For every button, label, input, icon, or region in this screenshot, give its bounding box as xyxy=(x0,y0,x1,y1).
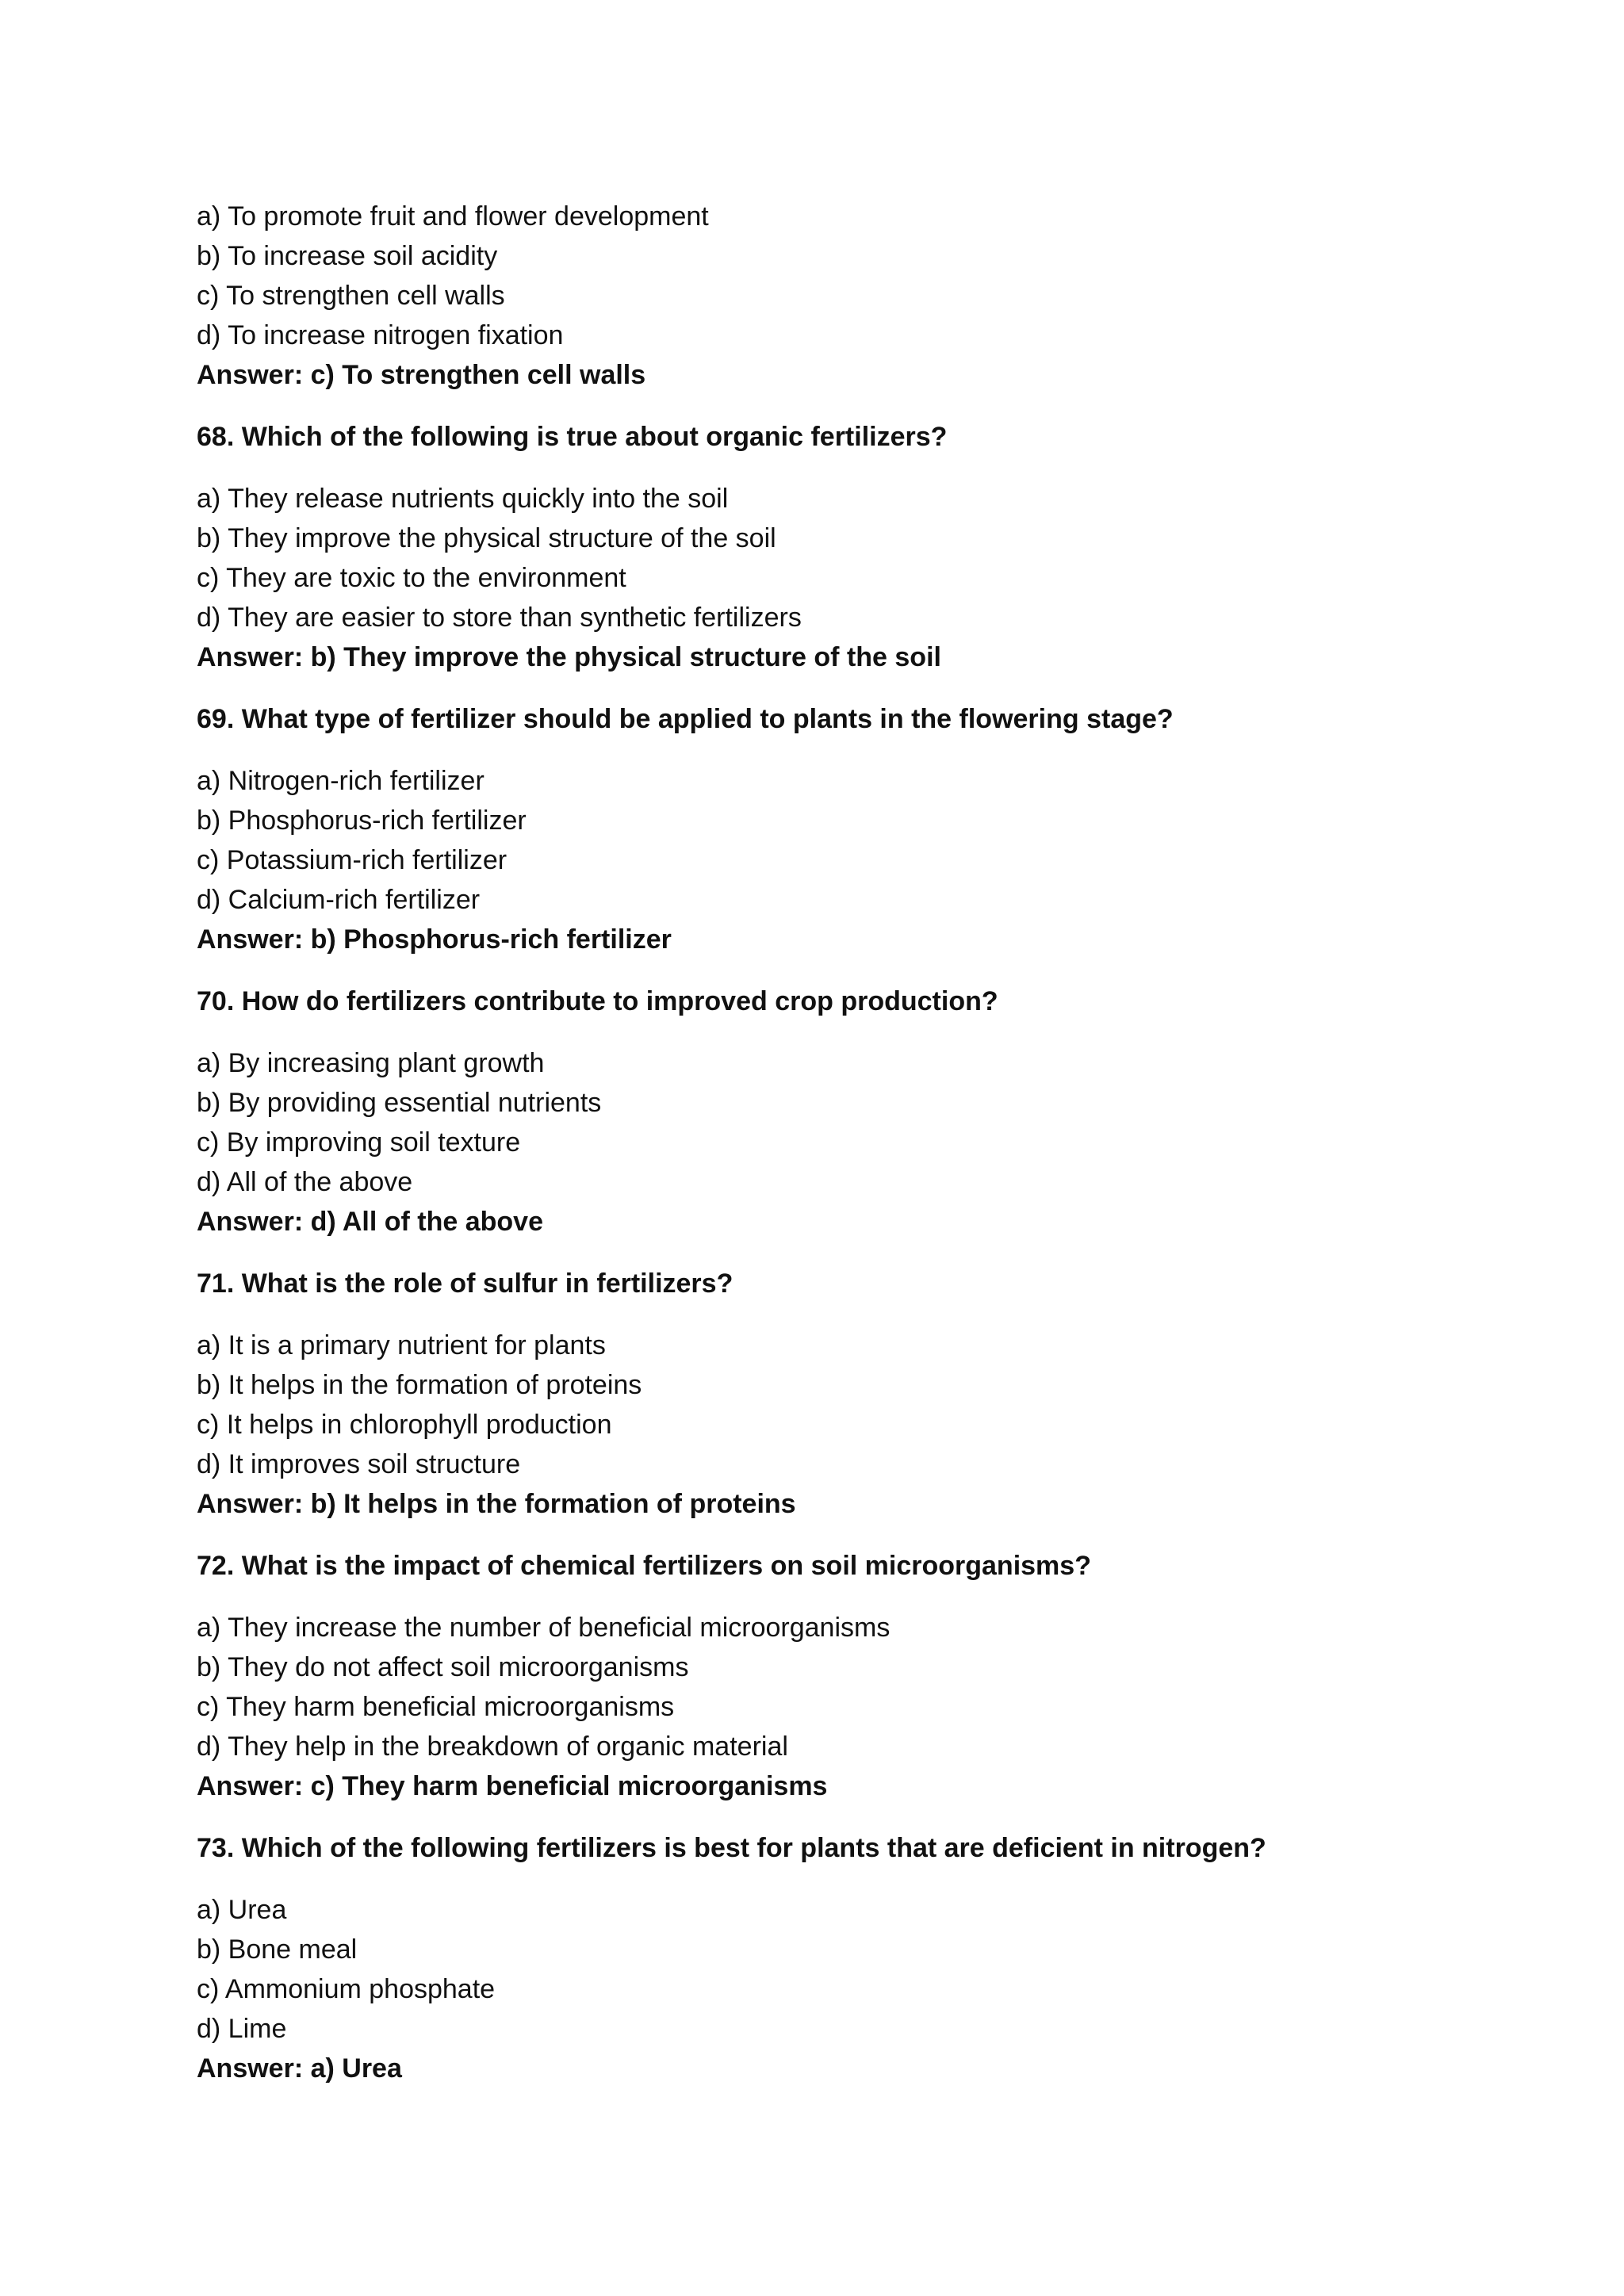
option-d: d) They are easier to store than synthetic fertilizers xyxy=(197,603,802,633)
option-d: d) All of the above xyxy=(197,1167,413,1197)
answer-line: Answer: b) Phosphorus-rich fertilizer xyxy=(197,924,672,955)
option-d: d) To increase nitrogen fixation xyxy=(197,320,564,350)
question-71 xyxy=(197,1264,1465,1524)
option-b: b) Bone meal xyxy=(197,1934,358,1965)
answer-line: Answer: a) Urea xyxy=(197,2053,402,2084)
question-72 xyxy=(197,1546,1465,1806)
answer-line: Answer: b) It helps in the formation of proteins xyxy=(197,1489,796,1519)
option-b: b) Phosphorus-rich fertilizer xyxy=(197,806,527,836)
option-d: d) They help in the breakdown of organic material xyxy=(197,1732,788,1762)
question-67-continuation xyxy=(197,197,1465,395)
question-68 xyxy=(197,417,1465,677)
option-a: a) Urea xyxy=(197,1895,287,1925)
question-69 xyxy=(197,699,1465,959)
option-c: c) To strengthen cell walls xyxy=(197,281,505,311)
option-d: d) Calcium-rich fertilizer xyxy=(197,885,481,915)
option-c: c) Ammonium phosphate xyxy=(197,1974,496,2004)
option-a: a) Nitrogen-rich fertilizer xyxy=(197,766,485,796)
option-a: a) To promote fruit and flower development xyxy=(197,201,709,232)
option-c: c) Potassium-rich fertilizer xyxy=(197,845,508,875)
question-heading: 69. What type of fertilizer should be applied to plants in the flowering stage? xyxy=(197,704,1174,734)
option-b: b) It helps in the formation of proteins xyxy=(197,1370,642,1400)
option-b: b) They improve the physical structure of the soil xyxy=(197,523,776,553)
answer-line: Answer: c) To strengthen cell walls xyxy=(197,360,646,390)
option-a: a) By increasing plant growth xyxy=(197,1048,545,1078)
answer-line: Answer: d) All of the above xyxy=(197,1207,544,1237)
option-a: a) They release nutrients quickly into the soil xyxy=(197,484,729,514)
question-70 xyxy=(197,982,1465,1242)
question-73 xyxy=(197,1828,1465,2088)
option-c: c) They are toxic to the environment xyxy=(197,563,626,593)
option-d: d) Lime xyxy=(197,2014,287,2044)
option-c: c) They harm beneficial microorganisms xyxy=(197,1692,675,1722)
option-a: a) It is a primary nutrient for plants xyxy=(197,1330,606,1360)
option-b: b) To increase soil acidity xyxy=(197,241,498,271)
answer-line: Answer: c) They harm beneficial microorganisms xyxy=(197,1771,828,1801)
option-c: c) It helps in chlorophyll production xyxy=(197,1410,612,1440)
question-heading: 73. Which of the following fertilizers is best for plants that are deficient in nitrogen? xyxy=(197,1833,1266,1863)
option-a: a) They increase the number of beneficial microorganisms xyxy=(197,1613,891,1643)
option-b: b) By providing essential nutrients xyxy=(197,1088,602,1118)
question-heading: 68. Which of the following is true about organic fertilizers? xyxy=(197,422,948,452)
option-d: d) It improves soil structure xyxy=(197,1449,521,1479)
document-page xyxy=(197,197,1465,2088)
question-heading: 70. How do fertilizers contribute to improved crop production? xyxy=(197,986,998,1016)
option-c: c) By improving soil texture xyxy=(197,1127,521,1158)
option-b: b) They do not affect soil microorganisms xyxy=(197,1652,689,1682)
question-heading: 72. What is the impact of chemical fertilizers on soil microorganisms? xyxy=(197,1551,1091,1581)
answer-line: Answer: b) They improve the physical structure of the soil xyxy=(197,642,941,672)
question-heading: 71. What is the role of sulfur in fertilizers? xyxy=(197,1269,733,1299)
